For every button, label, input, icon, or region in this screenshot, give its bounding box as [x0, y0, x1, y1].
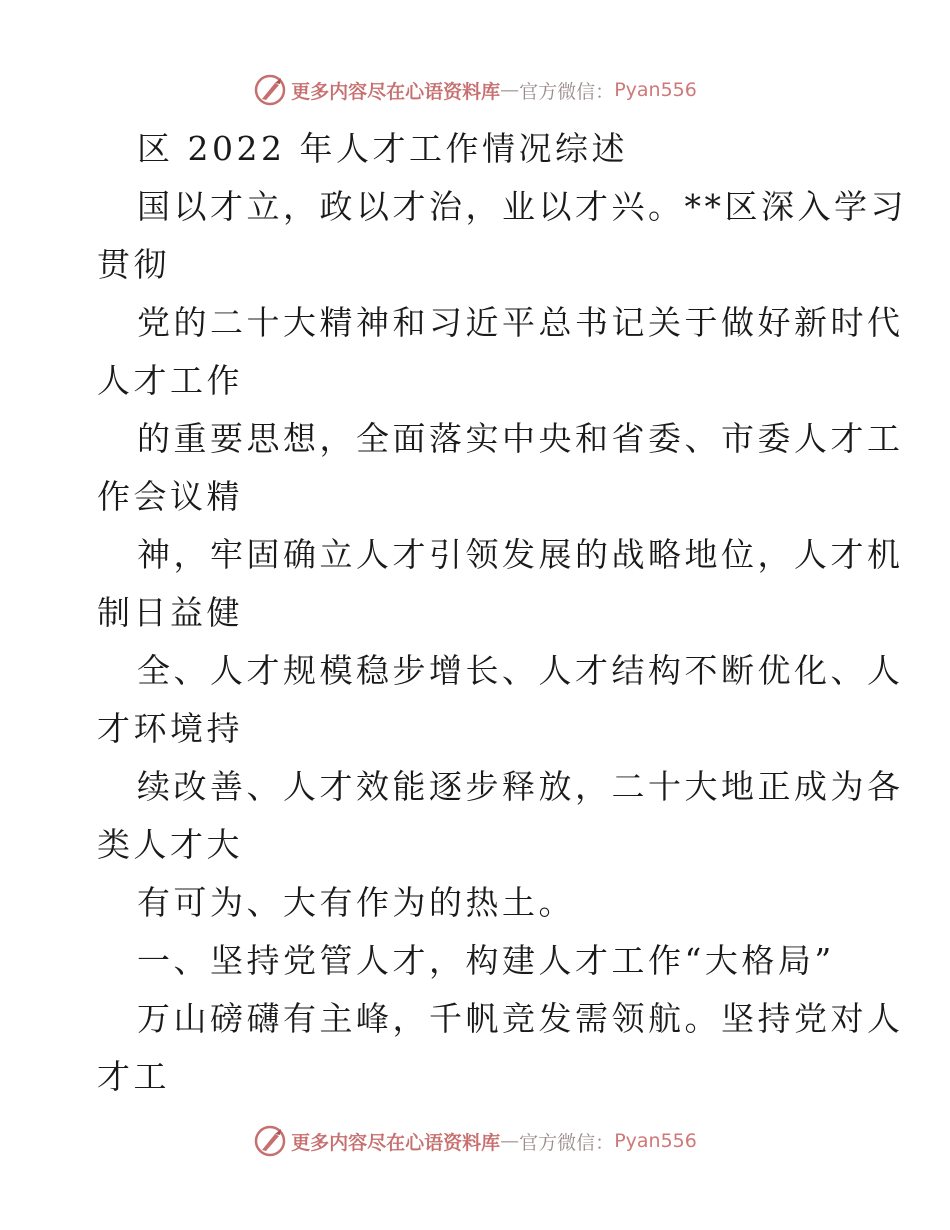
text-line: 作会议精 [97, 477, 243, 516]
text-line: 国以才立，政以才治，业以才兴。**区深入学习 [137, 187, 907, 226]
watermark-label: 官方微信： [519, 80, 615, 103]
watermark-brand: 更多内容尽在心语资料库 [291, 80, 501, 103]
document-body [97, 120, 907, 1106]
text-line: 万山磅礴有主峰，千帆竞发需领航。坚持党对人 [137, 999, 904, 1038]
footer-watermark [0, 1121, 950, 1161]
text-line: 续改善、人才效能逐步释放，二十大地正成为各 [137, 767, 904, 806]
text-line: 全、人才规模稳步增长、人才结构不断优化、人 [137, 651, 904, 690]
text-line: 的重要思想，全面落实中央和省委、市委人才工 [137, 419, 904, 458]
text-line: 才工 [97, 1057, 170, 1096]
quill-pen-logo-icon [253, 73, 287, 107]
text-line: 制日益健 [97, 593, 243, 632]
header-watermark [0, 70, 950, 110]
watermark-separator: — [500, 1130, 520, 1152]
quill-pen-logo-icon [253, 1124, 287, 1158]
watermark-label: 官方微信： [519, 1131, 615, 1154]
document-title: 区 2022 年人才工作情况综述 [137, 129, 628, 168]
text-line: 神，牢固确立人才引领发展的战略地位，人才机 [137, 535, 904, 574]
text-line: 党的二十大精神和习近平总书记关于做好新时代 [137, 303, 904, 342]
watermark-wechat-id: Pyan556 [614, 1130, 697, 1152]
text-line: 贯彻 [97, 245, 170, 284]
watermark-brand: 更多内容尽在心语资料库 [291, 1131, 501, 1154]
text-line: 有可为、大有作为的热土。 [137, 883, 575, 922]
watermark-wechat-id: Pyan556 [614, 79, 697, 101]
text-line: 人才工作 [97, 361, 243, 400]
text-line: 一、坚持党管人才，构建人才工作“大格局” [137, 941, 835, 980]
text-line: 类人才大 [97, 825, 243, 864]
watermark-separator: — [500, 79, 520, 101]
text-line: 才环境持 [97, 709, 243, 748]
